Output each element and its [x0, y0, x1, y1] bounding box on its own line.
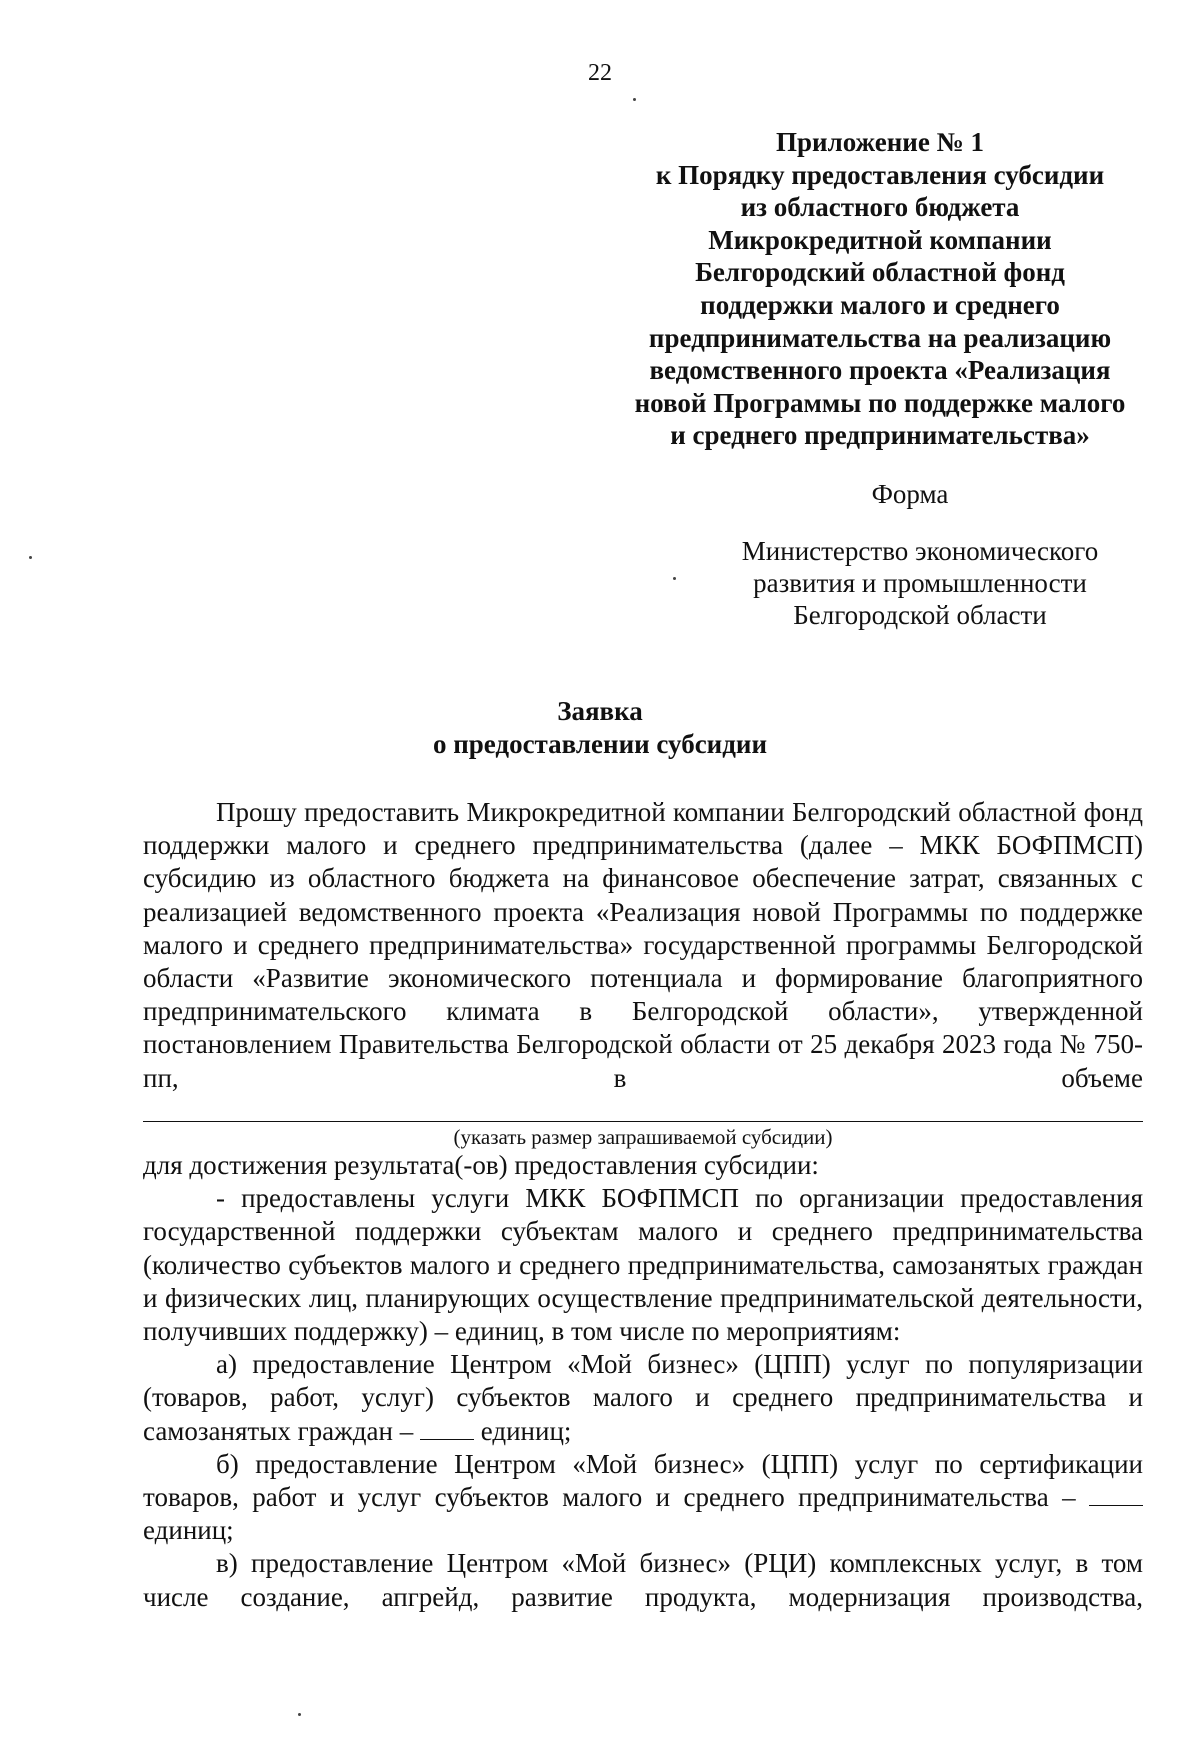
appendix-line: и среднего предпринимательства» [670, 420, 1090, 451]
item-a-text: а) предоставление Центром «Мой бизнес» (ЦПП) услуг по популяризации (товаров, работ, услуг) субъектов малого и среднего предпринимательства и самозанятых граждан – [143, 1349, 1143, 1446]
document-title [0, 695, 1200, 761]
item-b-unit: единиц; [143, 1515, 234, 1546]
amount-blank-line [143, 1121, 1143, 1122]
item-a [143, 1348, 1143, 1448]
page-number: 22 [588, 60, 612, 86]
purpose-line: для достижения результата(-ов) предоставления субсидии: [143, 1150, 819, 1180]
item-b-blank [1089, 1485, 1143, 1506]
scan-speck [673, 577, 676, 580]
recipient-line: развития и промышленности [753, 568, 1087, 598]
form-label: Форма [871, 479, 949, 509]
scan-speck [633, 98, 636, 101]
item-b-text: б) предоставление Центром «Мой бизнес» (ЦПП) услуг по сертификации товаров, работ и услуг субъектов малого и среднего предпринимательства – [143, 1448, 1143, 1513]
request-paragraph: Прошу предоставить Микрокредитной компании Белгородский областной фонд поддержки малого и среднего предпринимательства (далее – МКК БОФПМСП) субсидию из областного бюджета на финансовое обеспечение затрат, связанных с реализацией ведомственного проекта «Реализация новой Программы по поддержке малого и среднего предпринимательства» государственной программы Белгородской области «Развитие экономического потенциала и формирование благоприятного предпринимательского климата в Белгородской области», утвержденной постановлением Правительства Белгородской области от 25 декабря 2023 года № 750-пп, в объеме [143, 797, 1143, 1093]
request-paragraph-block [143, 796, 1143, 1095]
appendix-line: предпринимательства на реализацию [648, 322, 1112, 353]
appendix-line: из областного бюджета [740, 192, 1020, 223]
body-text [143, 1149, 1143, 1614]
item-a-unit: единиц; [480, 1415, 572, 1446]
appendix-line: ведомственного проекта «Реализация [649, 355, 1111, 386]
appendix-line: поддержки малого и среднего [700, 289, 1060, 320]
item-c: в) предоставление Центром «Мой бизнес» (РЦИ) комплексных услуг, в том числе создание, апгрейд, развитие продукта, модернизация производства, [143, 1548, 1143, 1612]
item-b [143, 1448, 1143, 1548]
result-item: - предоставлены услуги МКК БОФПМСП по организации предоставления государственной поддержки субъектам малого и среднего предпринимательства (количество субъектов малого и среднего предпринимательства, самозанятых граждан и физических лиц, планирующих осуществление предпринимательской деятельности, получивших поддержку) – единиц, в том числе по мероприятиям: [143, 1183, 1143, 1347]
appendix-line: Белгородский областной фонд [695, 257, 1065, 288]
appendix-line: Микрокредитной компании [708, 224, 1052, 255]
title-subtitle: о предоставлении субсидии [432, 729, 768, 759]
recipient-line: Министерство экономического [741, 536, 1099, 566]
appendix-line: Приложение № 1 [776, 127, 984, 157]
amount-hint: (указать размер запрашиваемой субсидии) [453, 1125, 833, 1149]
scan-speck [298, 1713, 301, 1716]
recipient-block [680, 535, 1160, 631]
recipient-line: Белгородской области [793, 600, 1047, 630]
appendix-heading [600, 126, 1160, 452]
scan-speck [29, 556, 32, 559]
appendix-line: новой Программы по поддержке малого [634, 387, 1126, 418]
item-a-blank [420, 1419, 474, 1440]
title-line: Заявка [557, 696, 643, 726]
appendix-line: к Порядку предоставления субсидии [655, 159, 1105, 190]
